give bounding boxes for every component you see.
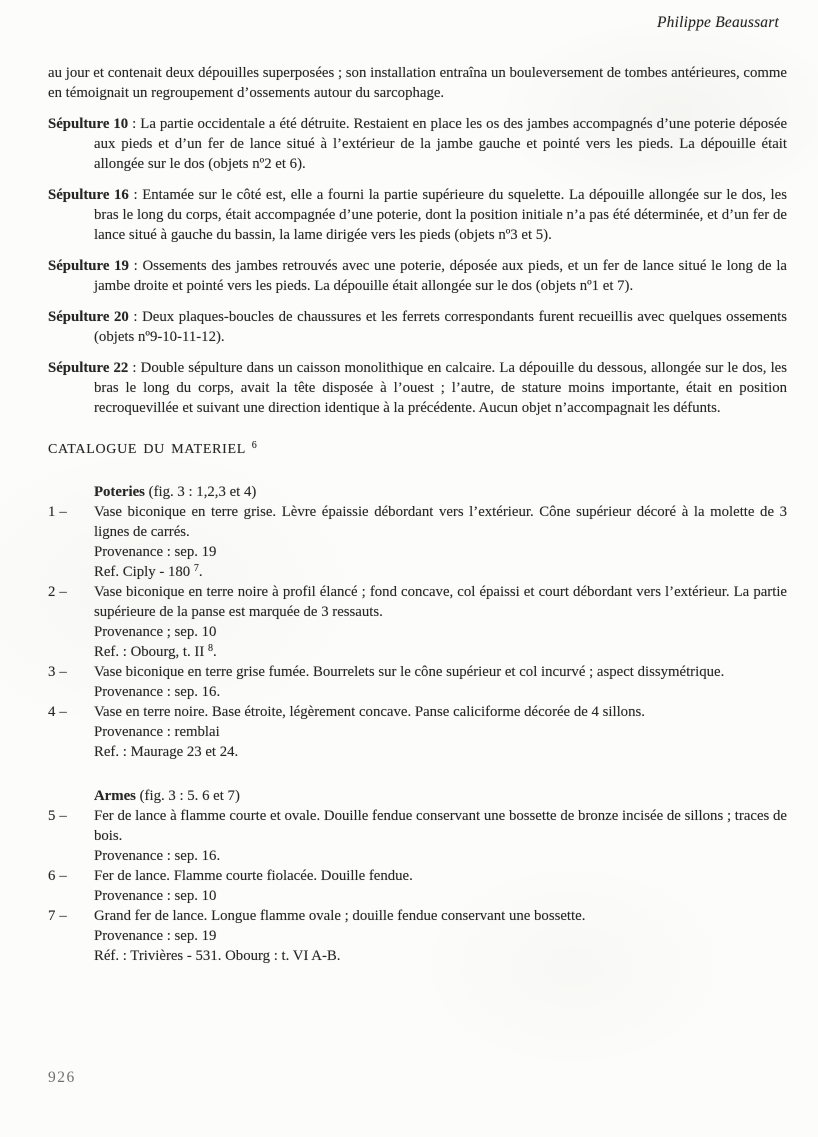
catalogue-item-detail	[94, 926, 787, 946]
catalogue-item-detail	[94, 742, 787, 762]
sepulture-colon: :	[128, 187, 143, 203]
catalogue-item-detail	[94, 642, 787, 662]
catalogue-item-description: Fer de lance à flamme courte et ovale. Douille fendue conservant une bossette de bronze incisée de sillons ; traces de bois.	[94, 808, 787, 844]
catalogue-item-dash: –	[59, 584, 67, 600]
catalogue-detail-text: Provenance : sep. 16.	[94, 684, 221, 700]
catalogue-detail-text: Provenance : sep. 19	[94, 544, 217, 560]
catalogue-item	[48, 806, 787, 866]
catalogue-item-number	[48, 702, 94, 762]
catalogue-item-description: Vase biconique en terre grise. Lèvre épaissie débordant vers l’extérieur. Cône supérieur décoré à la molette de 3 lignes de carrés.	[94, 504, 787, 540]
catalogue-section-heading	[48, 482, 787, 502]
sepulture-colon: :	[128, 116, 141, 132]
catalogue-item-description: Vase en terre noire. Base étroite, légèrement concave. Panse caliciforme décorée de 4 sillons.	[94, 704, 645, 720]
catalogue-item-body	[94, 866, 787, 906]
catalogue-detail-text: Provenance : sep. 19	[94, 928, 217, 944]
catalogue-item-num-text: 2	[48, 584, 56, 600]
sepulture-label: Sépulture 19	[48, 258, 129, 274]
catalogue-detail-text: Ref. : Maurage 23 et 24.	[94, 744, 239, 760]
catalogue-item-num-text: 7	[48, 908, 56, 924]
catalogue-item-detail	[94, 722, 787, 742]
sepulture-list	[48, 114, 787, 418]
sepulture-entry	[48, 185, 787, 245]
catalogue-detail-text: Provenance : sep. 10	[94, 888, 217, 904]
sepulture-entry	[48, 307, 787, 347]
sepulture-entry	[48, 114, 787, 174]
catalogue-item	[48, 906, 787, 966]
catalogue-section-name: Armes	[94, 788, 136, 804]
catalogue-detail-footnote: 8	[207, 643, 213, 654]
catalogue-section-figref: (fig. 3 : 1,2,3 et 4)	[144, 484, 257, 500]
page-number: 926	[48, 1069, 76, 1086]
catalogue-sections	[48, 482, 787, 966]
catalogue-item-dash: –	[59, 664, 67, 680]
catalogue-detail-footnote: 7	[193, 563, 199, 574]
catalogue-item	[48, 582, 787, 662]
catalogue-detail-text: Provenance : remblai	[94, 724, 220, 740]
catalogue-item-body	[94, 662, 787, 702]
sepulture-entry	[48, 256, 787, 296]
sepulture-label: Sépulture 10	[48, 116, 129, 132]
catalogue-item-description: Vase biconique en terre noire à profil élancé ; fond concave, col épaissi et court débordant vers l’extérieur. La partie supérieure de la panse est marquée de 3 ressauts.	[94, 584, 787, 620]
running-head-author: Philippe Beaussart	[657, 14, 779, 31]
catalogue-item-num-text: 6	[48, 868, 56, 884]
catalogue-item-number	[48, 582, 94, 662]
catalogue-item-number	[48, 906, 94, 966]
sepulture-entry	[48, 358, 787, 418]
sepulture-text: Ossements des jambes retrouvés avec une poterie, déposée aux pieds, et un fer de lance situé le long de la jambe droite et pointé vers les pieds. La dépouille était allongée sur le dos (objets nº1 et 7).	[94, 258, 787, 294]
catalogue-item-dash: –	[59, 908, 67, 924]
sepulture-colon: :	[128, 258, 143, 274]
catalogue-item-detail	[94, 886, 787, 906]
sepulture-text: Double sépulture dans un caisson monolithique en calcaire. La dépouille du dessous, allongée sur le dos, les bras le long du corps, avait la tête disposée à l’ouest ; l’autre, de stature moins importante, était en position recroquevillée et suivant une direction identique à la précédente. Aucun objet n’accompagnait les défunts.	[94, 360, 787, 416]
sepulture-label: Sépulture 16	[48, 187, 129, 203]
catalogue-item-body	[94, 582, 787, 662]
intro-paragraph: au jour et contenait deux dépouilles superposées ; son installation entraîna un bouleversement de tombes antérieures, comme en témoignait un regroupement d’ossements autour du sarcophage.	[48, 65, 787, 101]
catalogue-item-number	[48, 806, 94, 866]
catalogue-item-body	[94, 906, 787, 966]
catalogue-detail-text: Provenance ; sep. 10	[94, 624, 217, 640]
catalogue-item-num-text: 5	[48, 808, 56, 824]
catalogue-item-detail	[94, 562, 787, 582]
catalogue-item-num-text: 3	[48, 664, 56, 680]
catalogue-item-number	[48, 866, 94, 906]
catalogue-section-figref: (fig. 3 : 5. 6 et 7)	[135, 788, 240, 804]
catalogue-item-description: Grand fer de lance. Longue flamme ovale ; douille fendue conservant une bossette.	[94, 908, 586, 924]
catalogue-item	[48, 502, 787, 582]
catalogue-title	[48, 442, 787, 458]
catalogue-detail-end: .	[212, 644, 217, 660]
catalogue-title-footnote: 6	[251, 440, 258, 451]
sepulture-label: Sépulture 20	[48, 309, 129, 325]
sepulture-text: Entamée sur le côté est, elle a fourni la partie supérieure du squelette. La dépouille allongée sur le dos, les bras le long du corps, était accompagnée d’une poterie, dont la position initiale n’a pas été déterminée, et d’un fer de lance situé à gauche du bassin, la lame dirigée vers les pieds (objets nº3 et 5).	[94, 187, 787, 243]
catalogue-item-dash: –	[59, 808, 67, 824]
catalogue-item-description: Fer de lance. Flamme courte fiolacée. Douille fendue.	[94, 868, 413, 884]
catalogue-item-detail	[94, 542, 787, 562]
catalogue-item	[48, 866, 787, 906]
catalogue-item-description: Vase biconique en terre grise fumée. Bourrelets sur le cône supérieur et col incurvé ; aspect dissymétrique.	[94, 664, 725, 680]
catalogue-item-number	[48, 662, 94, 702]
catalogue-item-number	[48, 502, 94, 582]
catalogue-item-detail	[94, 846, 787, 866]
sepulture-colon: :	[128, 360, 141, 376]
catalogue-item-body	[94, 502, 787, 582]
catalogue-detail-text: Ref. Ciply - 180	[94, 564, 194, 580]
catalogue-item-detail	[94, 622, 787, 642]
catalogue-section-heading	[48, 786, 787, 806]
catalogue-item-detail	[94, 682, 787, 702]
catalogue-detail-text: Provenance : sep. 16.	[94, 848, 221, 864]
catalogue-item-dash: –	[59, 868, 67, 884]
catalogue-item-dash: –	[59, 504, 67, 520]
catalogue-item-dash: –	[59, 704, 67, 720]
catalogue-item	[48, 702, 787, 762]
catalogue-detail-text: Ref. : Obourg, t. II	[94, 644, 208, 660]
catalogue-section-name: Poteries	[94, 484, 145, 500]
sepulture-text: La partie occidentale a été détruite. Restaient en place les os des jambes accompagnés d’une poterie déposée aux pieds et d’un fer de lance situé à l’extérieur de la jambe gauche et pointé vers les pieds. La dépouille était allongée sur le dos (objets nº2 et 6).	[94, 116, 788, 172]
catalogue-item-body	[94, 806, 787, 866]
catalogue-item-num-text: 1	[48, 504, 56, 520]
catalogue-detail-end: .	[198, 564, 203, 580]
catalogue-item-detail	[94, 946, 787, 966]
catalogue-title-text: CATALOGUE DU MATERIEL	[48, 442, 246, 457]
sepulture-colon: :	[128, 309, 143, 325]
catalogue-item-body	[94, 702, 787, 762]
sepulture-label: Sépulture 22	[48, 360, 129, 376]
catalogue-item	[48, 662, 787, 702]
catalogue-item-num-text: 4	[48, 704, 56, 720]
sepulture-text: Deux plaques-boucles de chaussures et les ferrets correspondants furent recueillis avec quelques ossements (objets nº9-10-11-12).	[94, 309, 788, 345]
catalogue-detail-text: Réf. : Trivières - 531. Obourg : t. VI A-B.	[94, 948, 341, 964]
